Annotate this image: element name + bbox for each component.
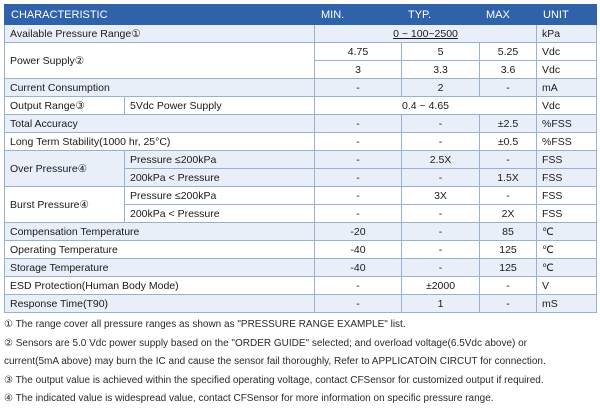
typ-cell: 1 [402,295,480,313]
unit-cell: ℃ [537,241,597,259]
table-row [5,277,597,295]
row-label: Output Range③ [5,97,125,115]
min-cell: - [315,115,402,133]
min-cell: - [315,169,402,187]
footnote-4: ④ The indicated value is widespread value, contact CFSensor for more information on specific pressure range. [4,393,494,405]
max-cell: - [480,295,537,313]
spec-table [4,4,597,313]
min-cell: 4.75 [315,43,402,61]
min-cell: - [315,151,402,169]
max-cell: - [480,151,537,169]
header-characteristic: CHARACTERISTIC [5,5,315,25]
header-unit: UNIT [537,5,597,25]
typ-cell: 5 [402,43,480,61]
max-cell: ±2.5 [480,115,537,133]
row-label: Response Time(T90) [5,295,315,313]
unit-cell: mS [537,295,597,313]
table-row [5,115,597,133]
table-row [5,259,597,277]
row-label: Long Term Stability(1000 hr, 25°C) [5,133,315,151]
row-label: Total Accuracy [5,115,315,133]
max-cell: 125 [480,241,537,259]
table-row [5,133,597,151]
max-cell: - [480,79,537,97]
table-row [5,223,597,241]
row-sublabel: Pressure ≤200kPa [125,187,315,205]
min-cell: - [315,205,402,223]
unit-cell: Vdc [537,43,597,61]
row-label: Over Pressure④ [5,151,125,187]
min-cell: - [315,295,402,313]
typ-cell: 3X [402,187,480,205]
typ-cell: - [402,115,480,133]
row-label: Power Supply② [5,43,315,79]
header-row [5,5,597,25]
row-label: Compensation Temperature [5,223,315,241]
footnote-1: ① The range cover all pressure ranges as shown as "PRESSURE RANGE EXAMPLE" list. [4,319,406,330]
unit-cell: ℃ [537,259,597,277]
row-sublabel: 5Vdc Power Supply [125,97,315,115]
table-row [5,43,597,61]
typ-cell: - [402,223,480,241]
header-typ: TYP. [402,5,480,25]
row-sublabel: 200kPa < Pressure [125,169,315,187]
max-cell: 1.5X [480,169,537,187]
min-cell: -40 [315,241,402,259]
max-cell: 125 [480,259,537,277]
typ-cell: 2.5X [402,151,480,169]
table-row [5,25,597,43]
unit-cell: FSS [537,187,597,205]
max-cell: - [480,187,537,205]
header-max: MAX [480,5,537,25]
unit-cell: %FSS [537,133,597,151]
table-row [5,241,597,259]
max-cell: ±0.5 [480,133,537,151]
pressure-range-value: 0 ~ 100~2500 [393,27,458,40]
typ-cell: - [402,169,480,187]
max-cell: 2X [480,205,537,223]
typ-cell: 0.4 ~ 4.65 [315,97,537,115]
row-label: Available Pressure Range① [5,25,315,43]
unit-cell: FSS [537,151,597,169]
typ-cell: 3.3 [402,61,480,79]
max-cell: 5.25 [480,43,537,61]
min-cell: -20 [315,223,402,241]
unit-cell: ℃ [537,223,597,241]
unit-cell: mA [537,79,597,97]
min-cell: - [315,277,402,295]
header-min: MIN. [315,5,402,25]
typ-cell: - [402,205,480,223]
unit-cell: kPa [537,25,597,43]
unit-cell: FSS [537,205,597,223]
table-row [5,97,597,115]
table-row [5,79,597,97]
unit-cell: Vdc [537,97,597,115]
min-cell: -40 [315,259,402,277]
unit-cell: FSS [537,169,597,187]
unit-cell: %FSS [537,115,597,133]
max-cell: - [480,277,537,295]
typ-cell: - [402,259,480,277]
footnote-2: ② Sensors are 5.0 Vdc power supply based on the "ORDER GUIDE" selected; and overload voltage(6.5Vdc above) or [4,337,528,349]
min-cell: - [315,79,402,97]
unit-cell: Vdc [537,61,597,79]
typ-cell: 2 [402,79,480,97]
footnotes [4,316,596,409]
typ-cell: - [402,241,480,259]
row-sublabel: Pressure ≤200kPa [125,151,315,169]
unit-cell: V [537,277,597,295]
row-label: ESD Protection(Human Body Mode) [5,277,315,295]
min-cell: - [315,133,402,151]
row-label: Current Consumption [5,79,315,97]
row-label: Storage Temperature [5,259,315,277]
typ-cell: ±2000 [402,277,480,295]
footnote-2-cont: current(5mA above) may burn the IC and cause the sensor fail thoroughly, Refer to APPLICATOIN CIRCUT for connection. [4,356,546,368]
footnote-3: ③ The output value is achieved within the specified operating voltage, contact CFSensor for customized output if required. [4,374,544,386]
max-cell: 85 [480,223,537,241]
row-label: Operating Temperature [5,241,315,259]
row-sublabel: 200kPa < Pressure [125,205,315,223]
max-cell: 3.6 [480,61,537,79]
table-row [5,295,597,313]
min-cell: - [315,187,402,205]
min-cell: 3 [315,61,402,79]
typ-cell: - [402,133,480,151]
table-row [5,187,597,205]
table-row [5,151,597,169]
row-label: Burst Pressure④ [5,187,125,223]
